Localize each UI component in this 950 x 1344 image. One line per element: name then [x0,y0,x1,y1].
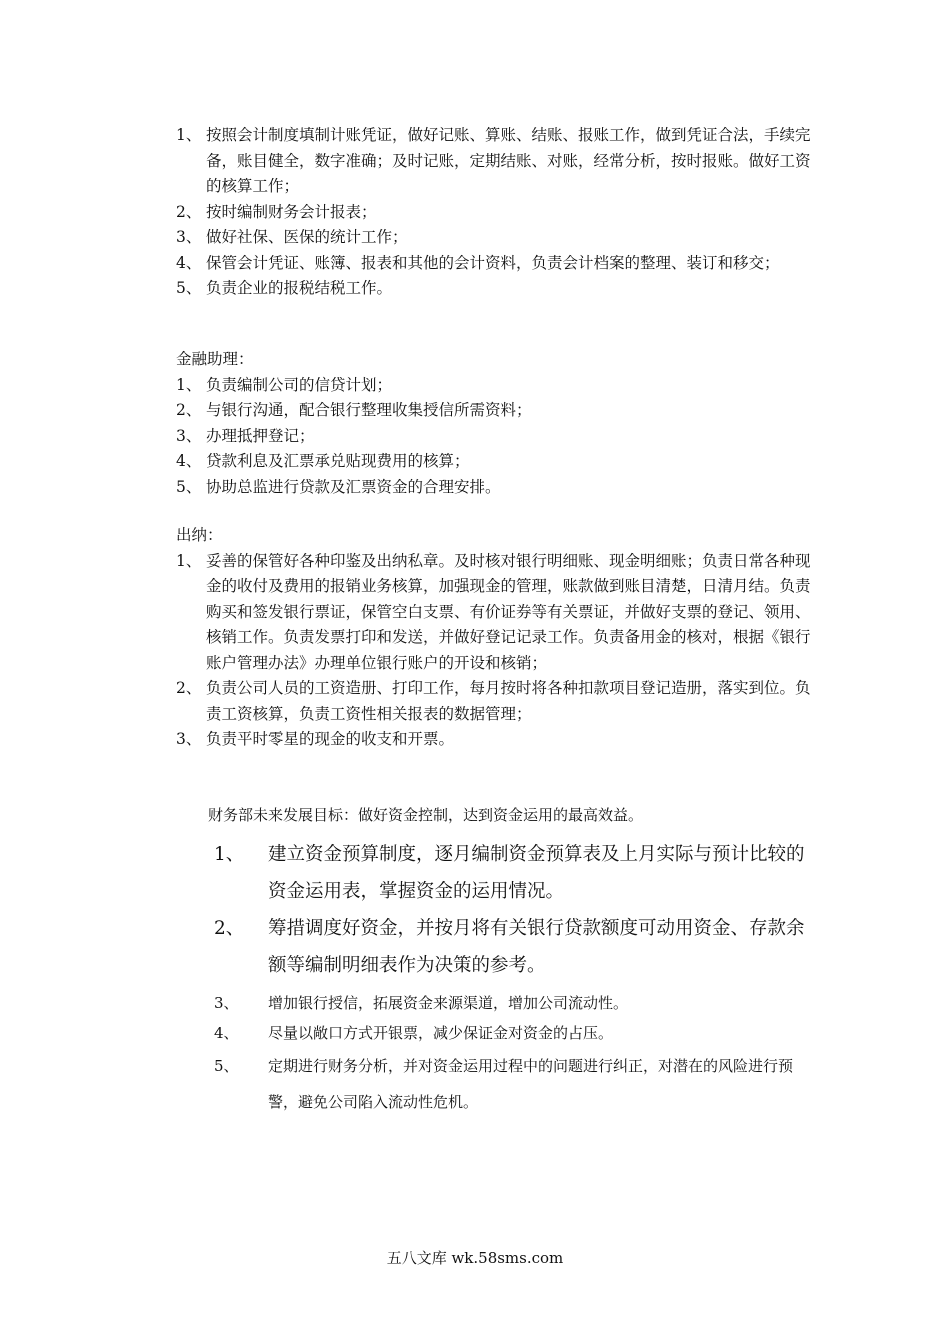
item-number: 1、 [176,126,202,144]
item-number: 2、 [176,401,202,419]
item-text: 保管会计凭证、账簿、报表和其他的会计资料，负责会计档案的整理、装订和移交； [206,253,780,272]
item-number: 2、 [176,679,202,697]
goal-item [214,1018,814,1048]
section-heading: 出纳： [176,526,223,544]
item-text: 定期进行财务分析，并对资金运用过程中的问题进行纠正，对潜在的风险进行预警，避免公司陷入流动性危机。 [268,1057,794,1111]
goal-item [214,836,814,910]
item-number: 2、 [176,202,202,221]
goals-list [214,836,814,1120]
item-number: 5、 [214,1057,239,1075]
goal-item [214,1048,814,1120]
item-number: 1、 [176,375,202,394]
list-item [176,676,816,727]
accounting-duties-list [176,123,816,302]
list-item [176,398,816,424]
item-number: 4、 [176,253,202,272]
list-item [176,424,816,450]
item-number: 4、 [176,452,202,470]
list-item [176,200,816,226]
item-text: 筹措调度好资金，并按月将有关银行贷款额度可动用资金、存款余额等编制明细表作为决策的参考。 [268,918,805,976]
item-text: 负责公司人员的工资造册、打印工作，每月按时将各种扣款项目登记造册，落实到位。负责工资核算，负责工资性相关报表的数据管理； [206,679,811,723]
item-text: 办理抵押登记； [206,426,315,445]
item-text: 按时编制财务会计报表； [206,202,377,221]
footer-watermark: 五八文库 wk.58sms.com [386,1249,564,1267]
item-number: 2、 [214,918,245,939]
item-text: 做好社保、医保的统计工作； [206,228,408,246]
item-text: 负责平时零星的现金的收支和开票。 [206,730,455,748]
list-item [176,727,816,753]
item-number: 3、 [176,730,202,748]
section-heading: 金融助理： [176,350,254,368]
item-text: 协助总监进行贷款及汇票资金的合理安排。 [206,477,501,496]
item-number: 5、 [176,279,202,297]
item-text: 负责企业的报税结税工作。 [206,279,393,297]
item-number: 4、 [214,1024,239,1042]
list-item [176,251,816,277]
item-number: 1、 [176,551,202,570]
item-text: 贷款利息及汇票承兑贴现费用的核算； [206,452,470,470]
item-text: 与银行沟通，配合银行整理收集授信所需资料； [206,401,532,419]
item-text: 按照会计制度填制计账凭证，做好记账、算账、结账、报账工作，做到凭证合法，手续完备，账目健全，数字准确；及时记账，定期结账、对账，经常分析，按时报账。做好工资的核算工作； [206,126,811,195]
goal-item [214,910,814,984]
list-item [176,373,816,399]
item-number: 1、 [214,844,245,865]
list-item [176,449,816,475]
item-text: 妥善的保管好各种印鉴及出纳私章。及时核对银行明细账、现金明细账；负责日常各种现金的收付及费用的报销业务核算，加强现金的管理，账款做到账目清楚，日清月结。负责购买和签发银行票证，保管空白支票、有价证券等有关票证，并做好支票的登记、领用、核销工作。负责发票打印和发送，并做好登记记录工作。负责备用金的核对，根据《银行账户管理办法》办理单位银行账户的开设和核销； [206,551,811,672]
item-number: 5、 [176,477,202,496]
item-number: 3、 [214,994,239,1012]
list-item [176,549,816,677]
item-number: 3、 [176,426,202,445]
list-item [176,123,816,200]
item-number: 3、 [176,228,202,246]
list-item [176,475,816,501]
item-text: 增加银行授信，拓展资金来源渠道，增加公司流动性。 [268,994,629,1012]
item-text: 建立资金预算制度，逐月编制资金预算表及上月实际与预计比较的资金运用表，掌握资金的运用情况。 [268,844,805,902]
item-text: 负责编制公司的信贷计划； [206,375,393,394]
list-item [176,276,816,302]
cashier-section [176,523,816,753]
goal-item [214,988,814,1018]
goals-intro: 财务部未来发展目标：做好资金控制，达到资金运用的最高效益。 [208,806,644,824]
list-item [176,225,816,251]
item-text: 尽量以敞口方式开银票，减少保证金对资金的占压。 [268,1024,614,1042]
finance-assistant-section [176,347,816,500]
